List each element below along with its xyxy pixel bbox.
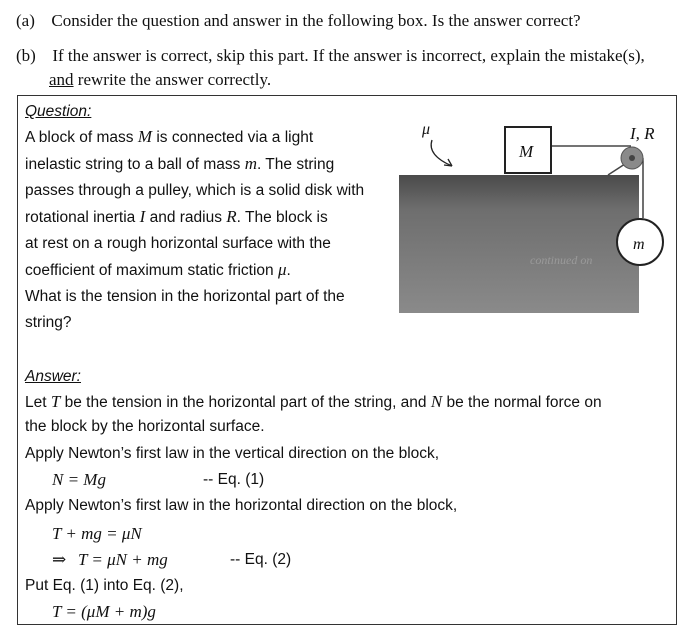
answer-line-1: Let T be the tension in the horizontal part of the string, and N be the normal force on [25, 392, 602, 411]
answer-line-3: Apply Newton’s first law in the vertical direction on the block, [25, 445, 440, 462]
instruction-b-rest: rewrite the answer correctly. [73, 70, 272, 89]
question-line: A block of mass M is connected via a light [25, 127, 314, 146]
equation-3: T = (μM + m)g [52, 602, 156, 621]
block-label: M [519, 142, 534, 161]
pulley-label: I, R [630, 124, 655, 143]
instruction-b-text: If the answer is correct, skip this part. If the answer is incorrect, explain the mistake(s), [52, 46, 645, 65]
mu-arrow [431, 140, 452, 166]
question-heading: Question: [25, 103, 92, 120]
watermark-text: continued on [530, 253, 593, 267]
question-line: at rest on a rough horizontal surface with the [25, 235, 331, 252]
instruction-b-continued [49, 69, 271, 91]
instruction-a-label: (a) [16, 11, 35, 30]
equation-1-tag: -- Eq. (1) [203, 471, 265, 488]
equation-2-tag: -- Eq. (2) [230, 551, 292, 568]
question-line: coefficient of maximum static friction μ. [25, 260, 291, 279]
pulley-axle [629, 155, 635, 161]
question-line: What is the tension in the horizontal part of the [25, 288, 345, 305]
physics-figure [390, 112, 675, 317]
answer-line-5: Put Eq. (1) into Eq. (2), [25, 577, 184, 594]
answer-heading: Answer: [25, 368, 81, 385]
question-line: rotational inertia I and radius R. The block is [25, 207, 328, 226]
question-line: passes through a pulley, which is a solid disk with [25, 182, 365, 199]
answer-line-2: the block by the horizontal surface. [25, 418, 265, 435]
instruction-a-text: Consider the question and answer in the following box. Is the answer correct? [51, 11, 581, 30]
instruction-b [16, 45, 645, 67]
instruction-b-label: (b) [16, 46, 36, 65]
instruction-a [16, 10, 581, 32]
question-body [25, 124, 385, 336]
table-surface [399, 175, 639, 313]
question-line: string? [25, 314, 72, 331]
question-line: inelastic string to a ball of mass m. The string [25, 154, 335, 173]
ball-label: m [633, 236, 645, 253]
implies-arrow: ⇒ [52, 550, 67, 569]
equation-2b: T = μN + mg [78, 550, 168, 569]
mu-label: μ [422, 121, 431, 138]
instruction-b-and: and [49, 70, 74, 89]
equation-1: N = Mg [52, 470, 106, 489]
answer-line-4: Apply Newton’s first law in the horizontal direction on the block, [25, 497, 458, 514]
equation-2a: T + mg = μN [52, 524, 142, 543]
